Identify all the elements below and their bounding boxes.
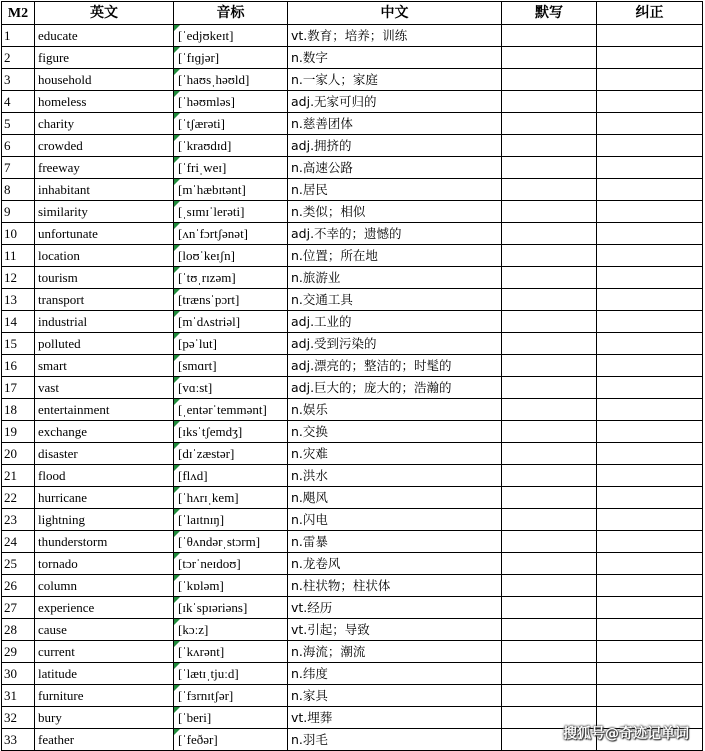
- row-number: 32: [2, 707, 35, 729]
- phonetic: [ɪkˈspɪəriəns]: [174, 597, 288, 619]
- dictation-cell[interactable]: [502, 25, 597, 47]
- row-number: 27: [2, 597, 35, 619]
- phonetic: [ˈhʌrɪˌkem]: [174, 487, 288, 509]
- chinese-meaning: vt.埋葬: [288, 707, 502, 729]
- chinese-meaning: adj.受到污染的: [288, 333, 502, 355]
- phonetic: [ˈkraʊdɪd]: [174, 135, 288, 157]
- table-row: [2, 135, 703, 157]
- chinese-meaning: vt.教育；培养；训练: [288, 25, 502, 47]
- dictation-cell[interactable]: [502, 575, 597, 597]
- phonetic: [kɔːz]: [174, 619, 288, 641]
- header-chinese: 中文: [288, 2, 502, 25]
- chinese-meaning: n.飓风: [288, 487, 502, 509]
- table-row: [2, 421, 703, 443]
- correction-cell[interactable]: [597, 223, 703, 245]
- correction-cell[interactable]: [597, 619, 703, 641]
- header-unit: M2: [2, 2, 35, 25]
- chinese-meaning: adj.巨大的；庞大的；浩瀚的: [288, 377, 502, 399]
- dictation-cell[interactable]: [502, 487, 597, 509]
- row-number: 23: [2, 509, 35, 531]
- phonetic: [pəˈlut]: [174, 333, 288, 355]
- phonetic: [trænsˈpɔrt]: [174, 289, 288, 311]
- table-row: [2, 267, 703, 289]
- english-word: thunderstorm: [35, 531, 174, 553]
- english-word: charity: [35, 113, 174, 135]
- phonetic: [ˈhaʊsˌhəʊld]: [174, 69, 288, 91]
- row-number: 2: [2, 47, 35, 69]
- table-row: [2, 553, 703, 575]
- chinese-meaning: n.娱乐: [288, 399, 502, 421]
- table-row: [2, 25, 703, 47]
- correction-cell[interactable]: [597, 663, 703, 685]
- row-number: 15: [2, 333, 35, 355]
- chinese-meaning: vt.经历: [288, 597, 502, 619]
- table-row: [2, 575, 703, 597]
- dictation-cell[interactable]: [502, 509, 597, 531]
- chinese-meaning: adj.无家可归的: [288, 91, 502, 113]
- phonetic: [ˈfriˌweɪ]: [174, 157, 288, 179]
- dictation-cell[interactable]: [502, 685, 597, 707]
- table-row: [2, 333, 703, 355]
- chinese-meaning: vt.引起；导致: [288, 619, 502, 641]
- table-row: [2, 223, 703, 245]
- chinese-meaning: n.一家人；家庭: [288, 69, 502, 91]
- chinese-meaning: n.家具: [288, 685, 502, 707]
- row-number: 19: [2, 421, 35, 443]
- header-phonetic: 音标: [174, 2, 288, 25]
- english-word: educate: [35, 25, 174, 47]
- correction-cell[interactable]: [597, 69, 703, 91]
- dictation-cell[interactable]: [502, 91, 597, 113]
- phonetic: [ˈkɒləm]: [174, 575, 288, 597]
- english-word: exchange: [35, 421, 174, 443]
- table-row: [2, 399, 703, 421]
- phonetic: [dɪˈzæstər]: [174, 443, 288, 465]
- chinese-meaning: n.交通工具: [288, 289, 502, 311]
- row-number: 33: [2, 729, 35, 751]
- dictation-cell[interactable]: [502, 223, 597, 245]
- dictation-cell[interactable]: [502, 443, 597, 465]
- table-row: [2, 685, 703, 707]
- correction-cell[interactable]: [597, 465, 703, 487]
- english-word: household: [35, 69, 174, 91]
- english-word: vast: [35, 377, 174, 399]
- row-number: 4: [2, 91, 35, 113]
- phonetic: [ˈlætɪˌtjuːd]: [174, 663, 288, 685]
- correction-cell[interactable]: [597, 289, 703, 311]
- dictation-cell[interactable]: [502, 113, 597, 135]
- dictation-cell[interactable]: [502, 245, 597, 267]
- row-number: 12: [2, 267, 35, 289]
- english-word: entertainment: [35, 399, 174, 421]
- correction-cell[interactable]: [597, 421, 703, 443]
- correction-cell[interactable]: [597, 267, 703, 289]
- table-body: [2, 25, 703, 751]
- english-word: current: [35, 641, 174, 663]
- correction-cell[interactable]: [597, 597, 703, 619]
- correction-cell[interactable]: [597, 355, 703, 377]
- table-row: [2, 113, 703, 135]
- chinese-meaning: n.交换: [288, 421, 502, 443]
- dictation-cell[interactable]: [502, 553, 597, 575]
- row-number: 24: [2, 531, 35, 553]
- row-number: 16: [2, 355, 35, 377]
- table-row: [2, 157, 703, 179]
- row-number: 14: [2, 311, 35, 333]
- row-number: 26: [2, 575, 35, 597]
- english-word: latitude: [35, 663, 174, 685]
- english-word: tourism: [35, 267, 174, 289]
- phonetic: [ɪksˈtʃemdʒ]: [174, 421, 288, 443]
- phonetic: [ˈtʃærəti]: [174, 113, 288, 135]
- row-number: 29: [2, 641, 35, 663]
- row-number: 6: [2, 135, 35, 157]
- dictation-cell[interactable]: [502, 597, 597, 619]
- phonetic: [loʊˈkeɪʃn]: [174, 245, 288, 267]
- chinese-meaning: n.龙卷风: [288, 553, 502, 575]
- chinese-meaning: n.柱状物；柱状体: [288, 575, 502, 597]
- table-row: [2, 47, 703, 69]
- table-row: [2, 641, 703, 663]
- row-number: 1: [2, 25, 35, 47]
- english-word: flood: [35, 465, 174, 487]
- header-dictation: 默写: [502, 2, 597, 25]
- table-row: [2, 91, 703, 113]
- dictation-cell[interactable]: [502, 179, 597, 201]
- dictation-cell[interactable]: [502, 663, 597, 685]
- chinese-meaning: n.类似；相似: [288, 201, 502, 223]
- correction-cell[interactable]: [597, 179, 703, 201]
- header-english: 英文: [35, 2, 174, 25]
- english-word: smart: [35, 355, 174, 377]
- phonetic: [smɑrt]: [174, 355, 288, 377]
- chinese-meaning: n.居民: [288, 179, 502, 201]
- table-row: [2, 245, 703, 267]
- table-row: [2, 69, 703, 91]
- phonetic: [ˌentərˈtemmənt]: [174, 399, 288, 421]
- phonetic: [tɔrˈneɪdoʊ]: [174, 553, 288, 575]
- correction-cell[interactable]: [597, 553, 703, 575]
- chinese-meaning: adj.拥挤的: [288, 135, 502, 157]
- correction-cell[interactable]: [597, 531, 703, 553]
- table-row: [2, 531, 703, 553]
- phonetic: [flʌd]: [174, 465, 288, 487]
- english-word: similarity: [35, 201, 174, 223]
- dictation-cell[interactable]: [502, 377, 597, 399]
- correction-cell[interactable]: [597, 333, 703, 355]
- table-row: [2, 487, 703, 509]
- correction-cell[interactable]: [597, 509, 703, 531]
- english-word: polluted: [35, 333, 174, 355]
- correction-cell[interactable]: [597, 399, 703, 421]
- table-row: [2, 179, 703, 201]
- english-word: lightning: [35, 509, 174, 531]
- phonetic: [ˈθʌndərˌstɔrm]: [174, 531, 288, 553]
- row-number: 10: [2, 223, 35, 245]
- chinese-meaning: n.位置；所在地: [288, 245, 502, 267]
- dictation-cell[interactable]: [502, 355, 597, 377]
- correction-cell[interactable]: [597, 47, 703, 69]
- dictation-cell[interactable]: [502, 333, 597, 355]
- dictation-cell[interactable]: [502, 311, 597, 333]
- chinese-meaning: n.洪水: [288, 465, 502, 487]
- dictation-cell[interactable]: [502, 465, 597, 487]
- table-row: [2, 377, 703, 399]
- vocabulary-table: [1, 1, 703, 751]
- dictation-cell[interactable]: [502, 157, 597, 179]
- correction-cell[interactable]: [597, 575, 703, 597]
- english-word: figure: [35, 47, 174, 69]
- english-word: feather: [35, 729, 174, 751]
- phonetic: [ˈfeðər]: [174, 729, 288, 751]
- chinese-meaning: adj.工业的: [288, 311, 502, 333]
- correction-cell[interactable]: [597, 25, 703, 47]
- correction-cell[interactable]: [597, 245, 703, 267]
- phonetic: [mˈhæbɪtənt]: [174, 179, 288, 201]
- english-word: furniture: [35, 685, 174, 707]
- table-row: [2, 201, 703, 223]
- row-number: 17: [2, 377, 35, 399]
- english-word: crowded: [35, 135, 174, 157]
- correction-cell[interactable]: [597, 443, 703, 465]
- phonetic: [ˈedjʊkeɪt]: [174, 25, 288, 47]
- dictation-cell[interactable]: [502, 641, 597, 663]
- english-word: disaster: [35, 443, 174, 465]
- phonetic: [ʌnˈfɔrtʃənət]: [174, 223, 288, 245]
- phonetic: [ˈberi]: [174, 707, 288, 729]
- chinese-meaning: n.纬度: [288, 663, 502, 685]
- row-number: 7: [2, 157, 35, 179]
- table-row: [2, 289, 703, 311]
- dictation-cell[interactable]: [502, 135, 597, 157]
- table-row: [2, 619, 703, 641]
- english-word: inhabitant: [35, 179, 174, 201]
- phonetic: [ˌsɪmɪˈlerəti]: [174, 201, 288, 223]
- correction-cell[interactable]: [597, 201, 703, 223]
- table-row: [2, 465, 703, 487]
- dictation-cell[interactable]: [502, 289, 597, 311]
- phonetic: [ˈfɜrnɪtʃər]: [174, 685, 288, 707]
- row-number: 28: [2, 619, 35, 641]
- chinese-meaning: n.旅游业: [288, 267, 502, 289]
- row-number: 21: [2, 465, 35, 487]
- chinese-meaning: n.数字: [288, 47, 502, 69]
- correction-cell[interactable]: [597, 685, 703, 707]
- english-word: unfortunate: [35, 223, 174, 245]
- dictation-cell[interactable]: [502, 201, 597, 223]
- chinese-meaning: n.海流；潮流: [288, 641, 502, 663]
- table-row: [2, 663, 703, 685]
- chinese-meaning: n.闪电: [288, 509, 502, 531]
- table-row: [2, 443, 703, 465]
- correction-cell[interactable]: [597, 641, 703, 663]
- correction-cell[interactable]: [597, 157, 703, 179]
- chinese-meaning: n.高速公路: [288, 157, 502, 179]
- dictation-cell[interactable]: [502, 421, 597, 443]
- row-number: 30: [2, 663, 35, 685]
- dictation-cell[interactable]: [502, 267, 597, 289]
- phonetic: [ˈlaɪtnɪŋ]: [174, 509, 288, 531]
- row-number: 3: [2, 69, 35, 91]
- dictation-cell[interactable]: [502, 619, 597, 641]
- english-word: hurricane: [35, 487, 174, 509]
- chinese-meaning: n.雷暴: [288, 531, 502, 553]
- watermark: 搜狐号@奇迹记单词: [563, 726, 689, 742]
- phonetic: [ˈhəʊmləs]: [174, 91, 288, 113]
- dictation-cell[interactable]: [502, 69, 597, 91]
- english-word: column: [35, 575, 174, 597]
- table-row: [2, 311, 703, 333]
- row-number: 25: [2, 553, 35, 575]
- english-word: location: [35, 245, 174, 267]
- english-word: industrial: [35, 311, 174, 333]
- table-row: [2, 355, 703, 377]
- chinese-meaning: adj.漂亮的；整洁的；时髦的: [288, 355, 502, 377]
- correction-cell[interactable]: [597, 311, 703, 333]
- english-word: bury: [35, 707, 174, 729]
- correction-cell[interactable]: [597, 377, 703, 399]
- chinese-meaning: n.灾难: [288, 443, 502, 465]
- dictation-cell[interactable]: [502, 399, 597, 421]
- correction-cell[interactable]: [597, 487, 703, 509]
- row-number: 13: [2, 289, 35, 311]
- dictation-cell[interactable]: [502, 531, 597, 553]
- english-word: freeway: [35, 157, 174, 179]
- chinese-meaning: n.慈善团体: [288, 113, 502, 135]
- row-number: 11: [2, 245, 35, 267]
- english-word: tornado: [35, 553, 174, 575]
- phonetic: [vɑːst]: [174, 377, 288, 399]
- row-number: 22: [2, 487, 35, 509]
- english-word: transport: [35, 289, 174, 311]
- chinese-meaning: n.羽毛: [288, 729, 502, 751]
- phonetic: [mˈdʌstriəl]: [174, 311, 288, 333]
- table-row: [2, 509, 703, 531]
- row-number: 5: [2, 113, 35, 135]
- row-number: 18: [2, 399, 35, 421]
- english-word: cause: [35, 619, 174, 641]
- row-number: 20: [2, 443, 35, 465]
- phonetic: [ˈtʊˌrɪzəm]: [174, 267, 288, 289]
- row-number: 31: [2, 685, 35, 707]
- english-word: experience: [35, 597, 174, 619]
- row-number: 9: [2, 201, 35, 223]
- header-row: [2, 2, 703, 25]
- correction-cell[interactable]: [597, 113, 703, 135]
- chinese-meaning: adj.不幸的；遗憾的: [288, 223, 502, 245]
- phonetic: [ˈkʌrənt]: [174, 641, 288, 663]
- correction-cell[interactable]: [597, 91, 703, 113]
- correction-cell[interactable]: [597, 135, 703, 157]
- english-word: homeless: [35, 91, 174, 113]
- phonetic: [ˈfɪɡjər]: [174, 47, 288, 69]
- dictation-cell[interactable]: [502, 47, 597, 69]
- header-correction: 纠正: [597, 2, 703, 25]
- row-number: 8: [2, 179, 35, 201]
- table-row: [2, 597, 703, 619]
